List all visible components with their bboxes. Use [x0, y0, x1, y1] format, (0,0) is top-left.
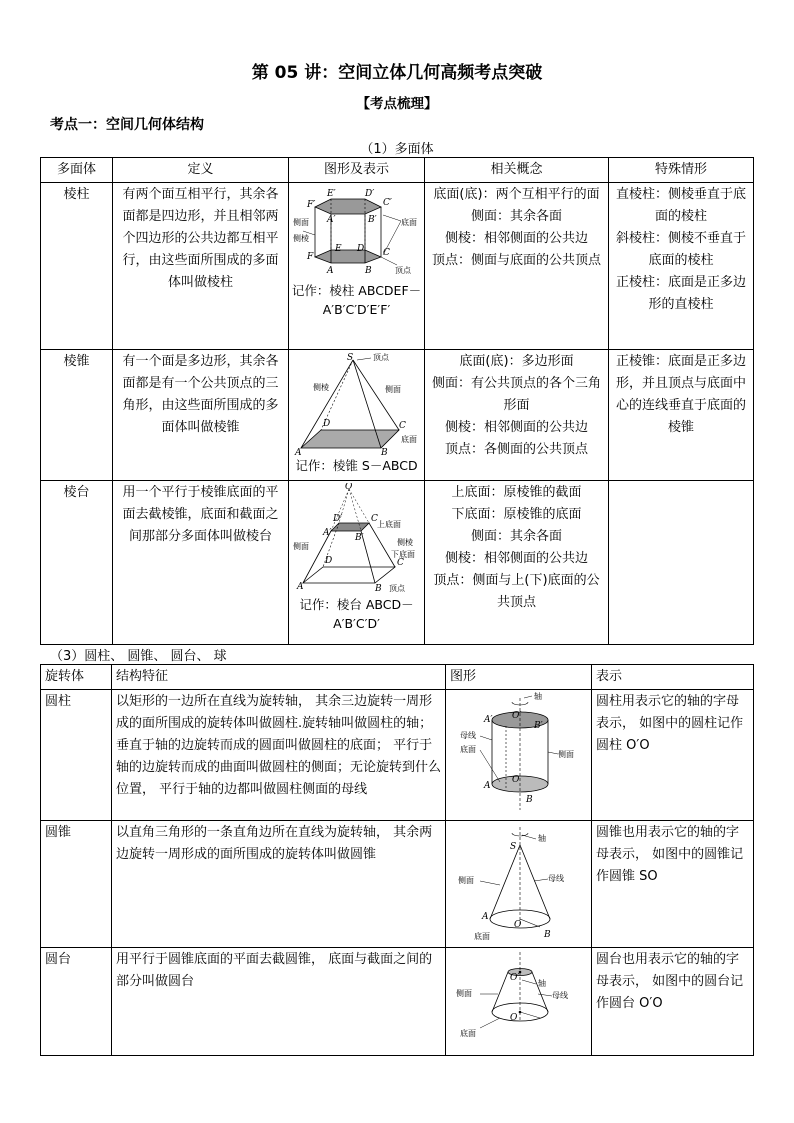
label: 侧面: [557, 750, 574, 759]
label: A: [481, 912, 488, 922]
special-cell: [609, 481, 754, 645]
figure-cell: [446, 690, 592, 821]
figure-cell: [289, 183, 425, 350]
definition-cell: 有一个面是多边形，其余各面都是有一个公共顶点的三角形，由这些面所围成的多面体叫做棱锥: [113, 350, 289, 481]
label: D′: [364, 189, 374, 199]
concept-item: 侧面：其余各面: [470, 209, 562, 224]
label: C: [382, 248, 390, 258]
label: 底面: [459, 745, 476, 754]
concept-item: 侧棱：相邻侧面的公共边: [444, 231, 588, 246]
label: O: [511, 775, 519, 785]
label: D: [356, 244, 364, 254]
label: A: [296, 582, 303, 592]
label: 顶点: [372, 353, 389, 362]
pyramid-figure: [293, 352, 421, 456]
row-name: 圆锥: [41, 821, 112, 948]
prism-figure: [293, 185, 421, 281]
special-item: 斜棱柱：侧棱不垂直于底面的棱柱: [615, 231, 746, 268]
label: 轴: [537, 979, 546, 988]
label: B: [543, 930, 551, 940]
row-name: 圆柱: [41, 690, 112, 821]
table-row-cone: [41, 821, 754, 948]
section-heading: 考点一：空间几何体结构: [50, 117, 204, 133]
concepts-cell: [425, 481, 609, 645]
header-cell: 结构特征: [112, 665, 446, 690]
concept-item: 底面(底)：两个互相平行的面: [433, 187, 600, 202]
figure-cell: [446, 948, 592, 1056]
label: O′: [509, 973, 519, 983]
label: S: [509, 842, 516, 852]
label: O′: [511, 711, 521, 721]
concept-item: 顶点：侧面与上(下)底面的公共顶点: [433, 573, 600, 610]
label: 侧面: [457, 876, 474, 885]
figure-note: 记作：棱锥 S－ABCD: [295, 458, 418, 473]
label: C′: [382, 198, 392, 208]
table-row-prism: [41, 183, 754, 350]
rotation-body-table: [40, 664, 754, 1056]
label: 母线: [547, 874, 564, 883]
label: 轴: [537, 834, 546, 843]
feature-cell: 用平行于圆锥底面的平面去截圆锥， 底面与截面之间的部分叫做圆台: [112, 948, 446, 1056]
feature-cell: 以直角三角形的一条直角边所在直线为旋转轴， 其余两边旋转一周形成的面所围成的旋转体叫做圆锥: [112, 821, 446, 948]
label: 侧面: [384, 385, 401, 394]
label: S: [346, 353, 353, 363]
label: F: [306, 252, 313, 262]
figure-cell: [446, 821, 592, 948]
label: 侧棱: [292, 234, 309, 243]
figure-cell: [289, 350, 425, 481]
rotation-header-row: [41, 665, 754, 690]
label: F′: [306, 200, 315, 210]
concept-item: 顶点：侧面与底面的公共顶点: [431, 253, 601, 268]
table-row-frustum-cone: [41, 948, 754, 1056]
cylinder-figure: [450, 692, 588, 814]
concept-item: 侧面：其余各面: [470, 529, 562, 544]
special-item: 正棱柱：底面是正多边形的直棱柱: [615, 275, 746, 312]
polyhedron-table: [40, 157, 754, 645]
label: 顶点: [388, 584, 405, 593]
label: A′: [483, 715, 493, 725]
label: 上底面: [376, 520, 401, 529]
header-cell: 多面体: [41, 158, 113, 183]
label: B′: [367, 215, 377, 225]
label: E′: [326, 189, 336, 199]
special-item: 直棱柱：侧棱垂直于底面的棱柱: [615, 187, 746, 224]
label: B′: [354, 533, 364, 543]
table-row-cylinder: [41, 690, 754, 821]
label: A: [326, 266, 333, 276]
figure-cell: [289, 481, 425, 645]
label: 母线: [551, 991, 568, 1000]
label: 轴: [533, 692, 542, 701]
concept-item: 上底面：原棱锥的截面: [451, 485, 582, 500]
concept-item: 下底面：原棱锥的底面: [451, 507, 582, 522]
label: E: [334, 244, 342, 254]
table1-caption: （1）多面体: [360, 142, 434, 157]
frustum-figure: [293, 483, 421, 595]
header-cell: 表示: [592, 665, 754, 690]
label: 顶点: [394, 266, 411, 275]
header-cell: 相关概念: [425, 158, 609, 183]
label: 侧棱: [396, 538, 413, 547]
row-name: 圆台: [41, 948, 112, 1056]
label: B: [364, 266, 372, 276]
header-cell: 图形: [446, 665, 592, 690]
label: O: [344, 483, 352, 492]
row-name: 棱锥: [41, 350, 113, 481]
repr-cell: 圆台也用表示它的轴的字母表示， 如图中的圆台记作圆台 O′O: [592, 948, 754, 1056]
label: B: [380, 448, 388, 456]
label: C: [398, 421, 406, 431]
label: 母线: [459, 731, 476, 740]
table2-caption: （3）圆柱、 圆锥、 圆台、 球: [50, 649, 227, 664]
concepts-cell: [425, 183, 609, 350]
label: B: [374, 584, 382, 594]
special-item: 正棱锥：底面是正多边形，并且顶点与底面中心的连线垂直于底面的棱锥: [615, 354, 746, 435]
label: A: [294, 448, 301, 456]
label: A′: [322, 528, 332, 538]
concept-item: 侧棱：相邻侧面的公共边: [444, 420, 588, 435]
header-cell: 特殊情形: [609, 158, 754, 183]
repr-cell: 圆柱用表示它的轴的字母表示， 如图中的圆柱记作圆柱 O′O: [592, 690, 754, 821]
label: D: [324, 556, 332, 566]
header-cell: 定义: [113, 158, 289, 183]
label: 侧面: [292, 542, 309, 551]
polyhedron-header-row: [41, 158, 754, 183]
label: 侧棱: [312, 383, 329, 392]
table-row-frustum: [41, 481, 754, 645]
definition-cell: 用一个平行于棱锥底面的平面去截棱锥，底面和截面之间那部分多面体叫做棱台: [113, 481, 289, 645]
table-row-pyramid: [41, 350, 754, 481]
header-cell: 旋转体: [41, 665, 112, 690]
row-name: 棱柱: [41, 183, 113, 350]
label: 侧面: [455, 989, 472, 998]
label: B: [525, 795, 533, 805]
repr-cell: 圆锥也用表示它的轴的字母表示， 如图中的圆锥记作圆锥 SO: [592, 821, 754, 948]
frustum-cone-figure: [450, 950, 588, 1050]
concepts-cell: [425, 350, 609, 481]
cone-figure: [450, 823, 588, 943]
concept-item: 顶点：各侧面的公共顶点: [444, 442, 588, 457]
subtitle: 【考点梳理】: [356, 96, 438, 112]
label: O: [513, 920, 521, 930]
figure-note: 记作：棱台 ABCD－A′B′C′D′: [299, 597, 414, 631]
label: 底面: [400, 435, 417, 444]
figure-note: 记作：棱柱 ABCDEF－A′B′C′D′E′F′: [291, 283, 422, 317]
label: 底面: [459, 1029, 476, 1038]
concept-item: 底面(底)：多边形面: [459, 354, 574, 369]
page-title: 第 05 讲：空间立体几何高频考点突破: [251, 63, 543, 83]
label: O: [509, 1013, 517, 1023]
label: D: [322, 419, 330, 429]
label: A: [483, 781, 490, 791]
special-cell: [609, 350, 754, 481]
concept-item: 侧棱：相邻侧面的公共边: [444, 551, 588, 566]
header-cell: 图形及表示: [289, 158, 425, 183]
label: A′: [326, 215, 336, 225]
feature-cell: 以矩形的一边所在直线为旋转轴， 其余三边旋转一周形成的面所围成的旋转体叫做圆柱.旋转轴叫做圆柱的轴； 垂直于轴的边旋转而成的圆面叫做圆柱的底面； 平行于轴的边旋转而成的曲面叫做圆柱的侧面；无论旋转到什么位置， 平行于轴的边都叫做圆柱侧面的母线: [112, 690, 446, 821]
label: D′: [332, 514, 342, 524]
label: 下底面: [390, 550, 415, 559]
row-name: 棱台: [41, 481, 113, 645]
label: 底面: [473, 932, 490, 941]
label: B′: [533, 721, 543, 731]
concept-item: 侧面：有公共顶点的各个三角形面: [431, 376, 601, 413]
label: C: [370, 514, 378, 524]
label: 侧面: [292, 218, 309, 227]
special-cell: [609, 183, 754, 350]
definition-cell: 有两个面互相平行，其余各面都是四边形，并且相邻两个四边形的公共边都互相平行，由这些面所围成的多面体叫做棱柱: [113, 183, 289, 350]
label: C: [396, 558, 404, 568]
label: 底面: [400, 218, 417, 227]
